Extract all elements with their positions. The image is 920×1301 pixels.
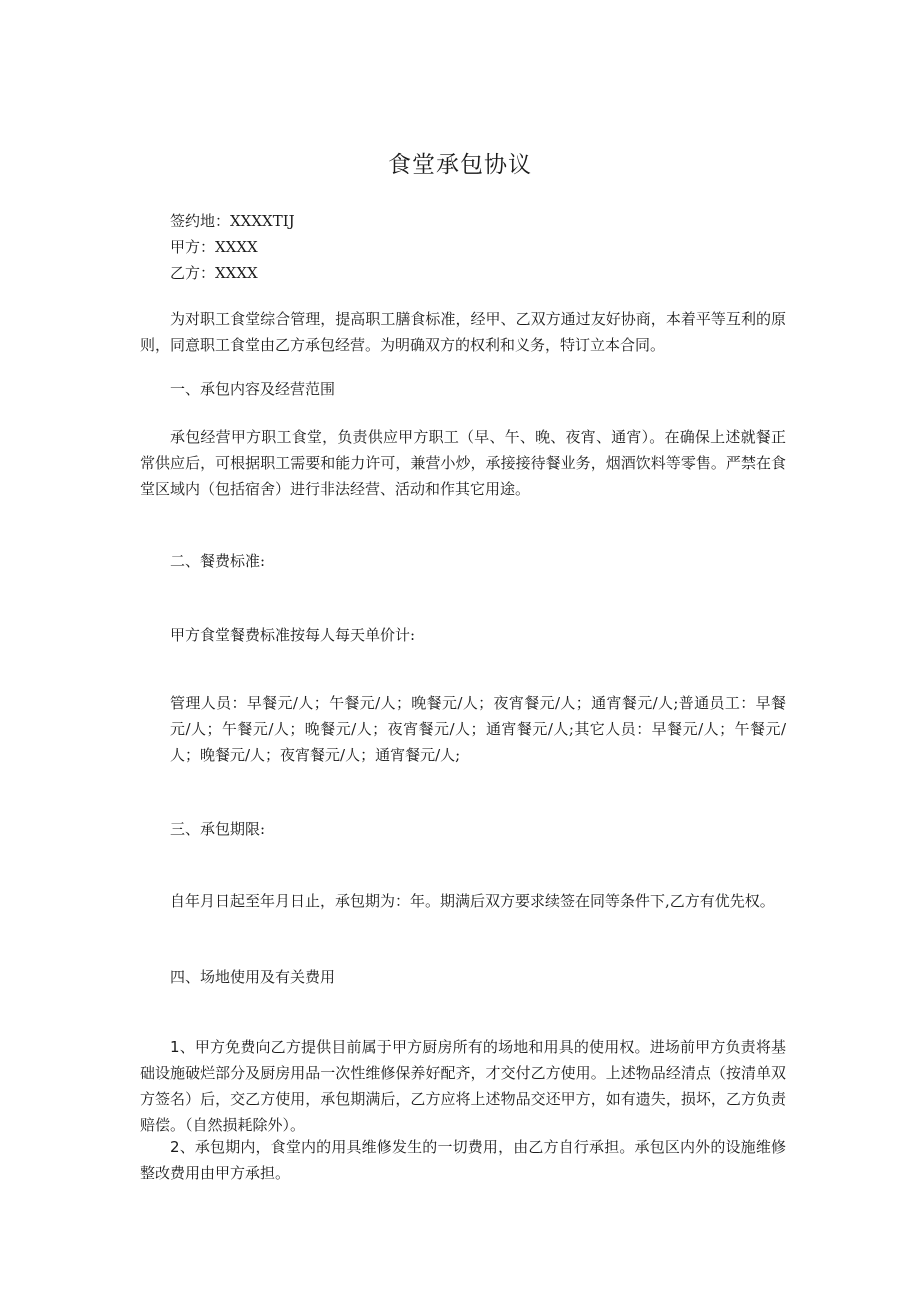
document-title: 食堂承包协议 — [388, 152, 532, 178]
section4-item2-paragraph — [140, 1134, 786, 1186]
section2-line1: 甲方食堂餐费标准按每人每天单价计: — [170, 626, 416, 644]
section3-heading: 三、承包期限: — [170, 820, 266, 838]
section4-item1: 1、甲方免费向乙方提供目前属于甲方厨房所有的场地和用具的使用权。进场前甲方负责将基础设施破烂部分及厨房用品一次性维修保养好配齐，才交付乙方使用。上述物品经清点（按清单双方签名）后，交乙方使用，承包期满后，乙方应将上述物品交还甲方，如有遗失，损坏，乙方负责赔偿。（自然损耗除外）。 — [140, 1038, 786, 1134]
section3-text: 自年月日起至年月日止，承包期为：年。期满后双方要求续签在同等条件下,乙方有优先权。 — [170, 892, 775, 910]
section2-line2: 管理人员：早餐元/人；午餐元/人；晚餐元/人；夜宵餐元/人；通宵餐元/人;普通员工：早餐元/人；午餐元/人；晚餐元/人；夜宵餐元/人；通宵餐元/人;其它人员：早餐元/人；午餐元/人；晚餐元/人；夜宵餐元/人；通宵餐元/人; — [170, 694, 786, 764]
section2-price-list — [170, 690, 786, 768]
party-a: 甲方：XXXX — [170, 238, 258, 256]
section3-paragraph — [170, 888, 810, 914]
intro-text: 为对职工食堂综合管理，提高职工膳食标准，经甲、乙双方通过友好协商，本着平等互利的原则，同意职工食堂由乙方承包经营。为明确双方的权利和义务，特订立本合同。 — [140, 310, 786, 354]
section4-item2: 2、承包期内，食堂内的用具维修发生的一切费用，由乙方自行承担。承包区内外的设施维修整改费用由甲方承担。 — [140, 1138, 786, 1182]
intro-paragraph — [140, 306, 786, 358]
section4-item1-paragraph — [140, 1034, 786, 1138]
section2-heading: 二、餐费标准: — [170, 552, 266, 570]
section1-heading: 一、承包内容及经营范围 — [170, 380, 336, 398]
section1-text: 承包经营甲方职工食堂，负责供应甲方职工（早、午、晚、夜宵、通宵）。在确保上述就餐正常供应后，可根据职工需要和能力许可，兼营小炒，承接接待餐业务，烟酒饮料等零售。严禁在食堂区域内（包括宿舍）进行非法经营、活动和作其它用途。 — [140, 428, 786, 498]
section4-heading: 四、场地使用及有关费用 — [170, 968, 336, 986]
section1-paragraph — [140, 424, 786, 502]
sign-place: 签约地：XXXXTIJ — [170, 212, 295, 230]
party-b: 乙方：XXXX — [170, 264, 258, 282]
